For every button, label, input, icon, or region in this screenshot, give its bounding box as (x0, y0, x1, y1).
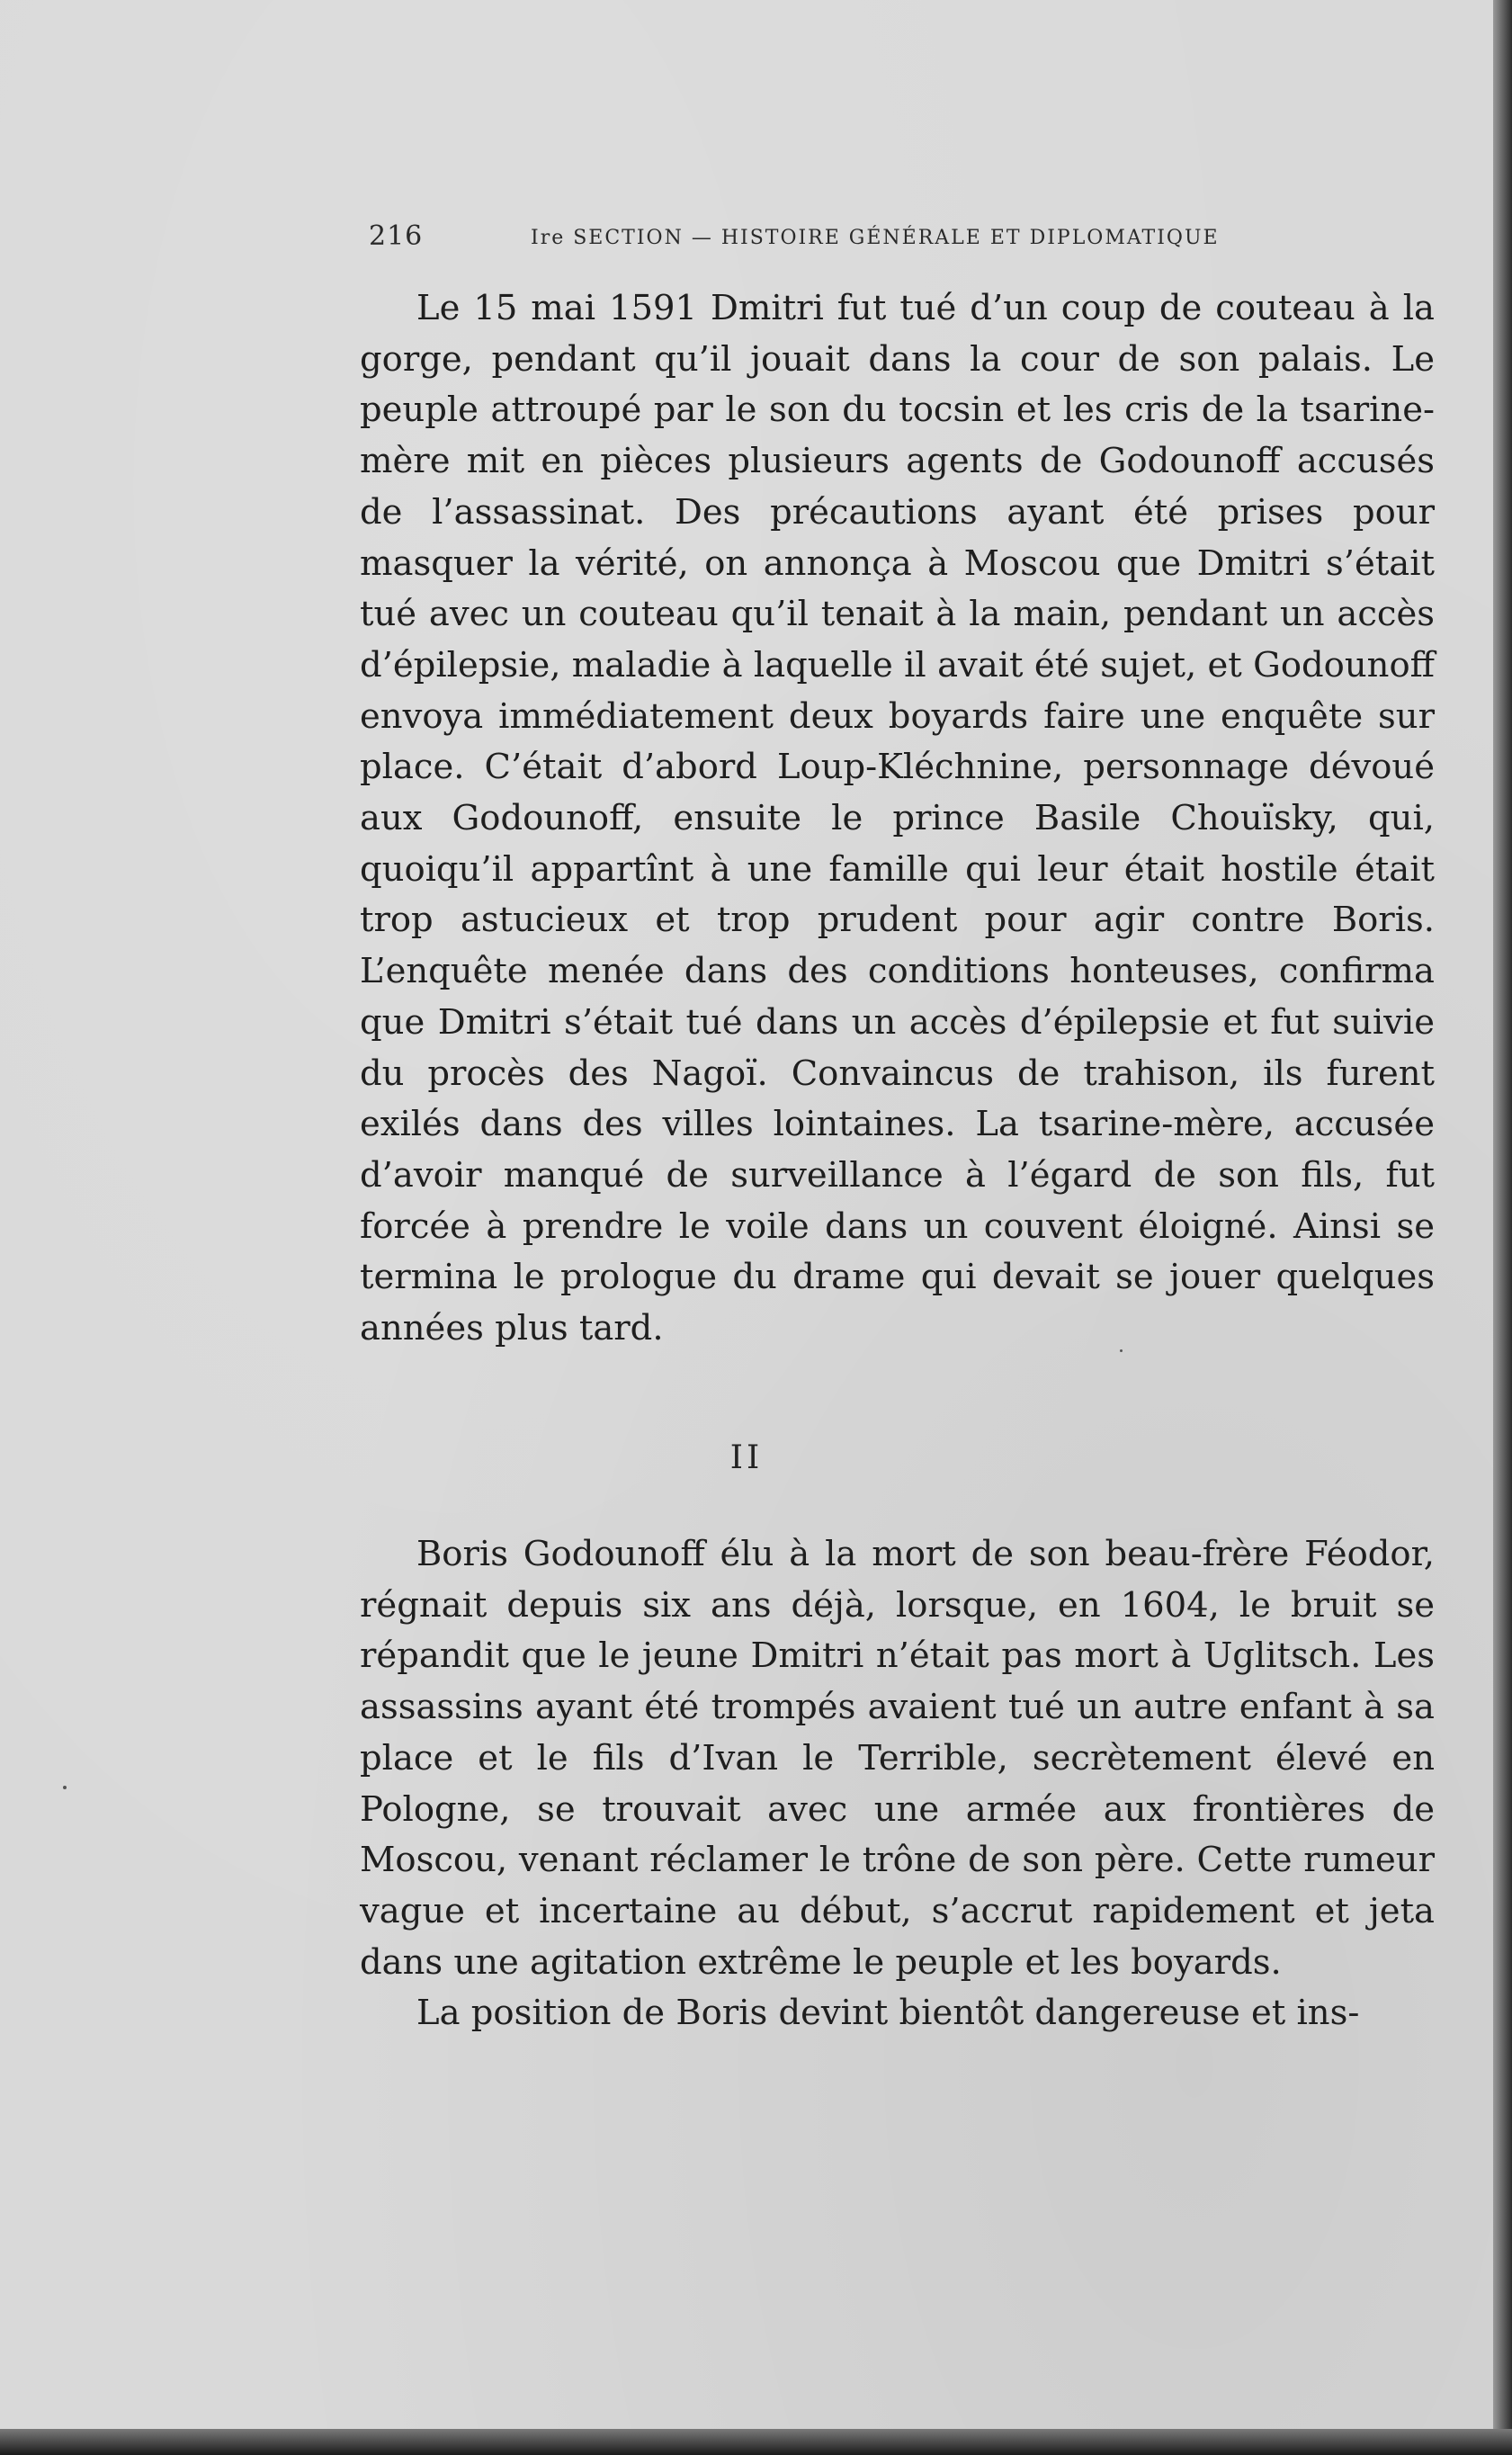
page-number: 216 (369, 220, 424, 252)
scan-speck (1120, 1349, 1123, 1352)
body-text-block-1 (360, 283, 1435, 1355)
paragraph: Le 15 mai 1591 Dmitri fut tué d’un coup de couteau à la gorge, pendant qu’il jouait dans la cour de son palais. Le peuple attroupé par le son du tocsin et les cris de la tsarine-mère mit en pièces plusieurs agents de Godounoff accusés de l’assassinat. Des précautions ayant été prises pour masquer la vérité, on annonça à Moscou que Dmitri s’était tué avec un couteau qu’il tenait à la main, pendant un accès d’épilepsie, maladie à laquelle il avait été sujet, et Godounoff envoya immédiatement deux boyards faire une enquête sur place. C’était d’abord Loup-Kléchnine, personnage dévoué aux Godounoff, ensuite le prince Basile Chouïsky, qui, quoiqu’il appartînt à une famille qui leur était hostile était trop astucieux et trop prudent pour agir contre Boris. L’enquête menée dans des conditions honteuses, confirma que Dmitri s’était tué dans un accès d’épilepsie et fut suivie du procès des Nagoï. Convaincus de trahison, ils furent exilés dans des villes lointaines. La tsarine-mère, accusée d’avoir manqué de surveillance à l’égard de son fils, fut forcée à prendre le voile dans un couvent éloigné. Ainsi se termina le prologue du drame qui devait se jouer quelques années plus tard. (360, 288, 1435, 1349)
running-head-title: Ire SECTION — HISTOIRE GÉNÉRALE ET DIPLOMATIQUE (531, 227, 1220, 249)
page-edge-shadow (0, 2429, 1512, 2455)
running-head (369, 220, 1295, 256)
page-edge-shadow (1493, 0, 1512, 2455)
paragraph: La position de Boris devint bientôt dangereuse et ins- (416, 1993, 1360, 2034)
scan-speck (63, 1786, 67, 1789)
paragraph: Boris Godounoff élu à la mort de son beau-frère Féodor, régnait depuis six ans déjà, lorsque, en 1604, le bruit se répandit que le jeune Dmitri n’était pas mort à Uglitsch. Les assassins ayant été trompés avaient tué un autre enfant à sa place et le fils d’Ivan le Terrible, secrètement élevé en Pologne, se trouvait avec une armée aux frontières de Moscou, venant réclamer le trône de son père. Cette rumeur vague et incertaine au début, s’accrut rapidement et jeta dans une agitation extrême le peuple et les boyards. (360, 1534, 1435, 1983)
section-heading: II (729, 1439, 764, 1476)
body-text-block-2 (360, 1529, 1435, 2039)
